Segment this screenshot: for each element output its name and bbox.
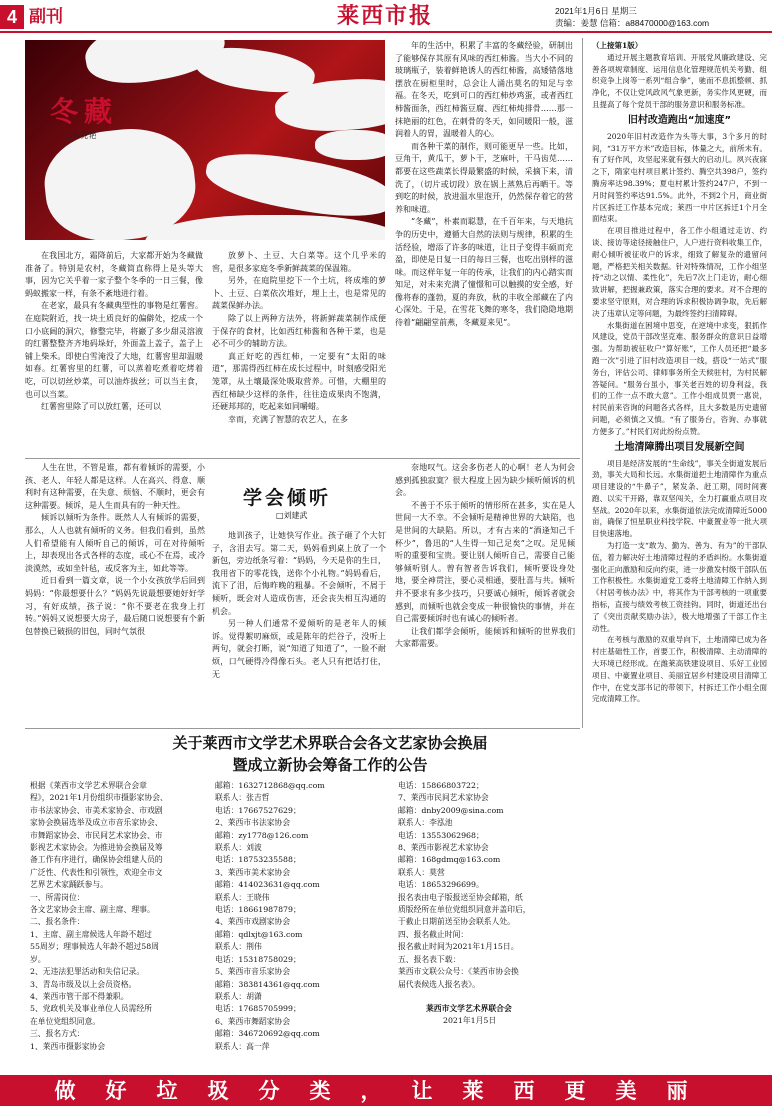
notice-line: 1、莱西市摄影家协会 [30,1041,106,1051]
notice-line: 8、莱西市影视艺术家协会 [398,843,489,853]
paragraph: 不善于不乐于倾听的情形所在甚多，实在是人世间一大不幸。不会倾听是精神世界的大缺陷，也是世间的大缺陷。所以，才有古来的“酒逢知己千杯少”，鲁迅的“人生得一知己足矣”之叹。足见倾听的重要和宝贵。要让别人倾听自己，需要自己能够倾听别人。曾有智者告诉我们，倾听要设身处地，要全神贯注，要心灵相通，要肚喜与共。倾听并不要求有多少技巧，只要诚心倾听，倾诉者就会感到，而倾听也就会变成一种很愉快的事情，并在自己需要倾诉时也有诚心的倾听者。 [395,500,575,624]
masthead-logo: 莱西市报 [336,3,433,29]
paragraph: 为打造一支“敢为、勤为、善为、有为”的干部队伍，着力解决好土地清障过程的矛盾纠纷。水集街道强化正向激励和反向约束，进一步激发村级干部队伍工作积极性。水集街道党工委将土地清障工作纳入到《村居考核办法》中，将其作为干部考核的一项重要指标，直接与绩效考核工资挂钩。同时，街道还出台了《突出贡献奖励办法》，极大地增强了干部工作主动性。 [592,541,767,633]
section-title: 副刊 [29,7,63,26]
notice-line: 2、莱西市书法家协会 [215,818,291,828]
notice-line: 在单位党组织同意。 [30,1016,101,1026]
paragraph: 地训孩子，让她快写作业。孩子砸了个大钉子，含泪去写。第二天，妈妈看到桌上放了一个新包，旁边纸条写着：“妈妈，今天是你的生日，我用省下的零花钱，送你个小礼物。”妈妈看后，流下了泪，后悔昨晚的粗暴。不会倾听，不屑于倾听，既会对人造成伤害，还会丧失相互沟通的机会。 [212,531,386,616]
dongcang-column-2 [212,250,386,426]
paragraph: 放萝卜、土豆、大白菜等。这个几乎米的窖，是很多家庭冬季新鲜蔬菜的保温箱。 [212,251,386,273]
notice-line: 质版经所在单位党组织同意并盖印后， [398,905,531,915]
notice-sign-date: 2021年1月5日 [443,1016,497,1026]
notice-line: 邮箱：168gdmq@163.com [398,855,501,865]
notice-line: 家协会换届选举及成立市音乐家协会、 [30,818,163,828]
subheading: 土地清障腾出项目发展新空间 [614,441,745,453]
notice-line: 广泛性、代表性和引领性，欢迎全市文 [30,867,163,877]
notice-line: 五、报名表下载： [398,954,461,964]
notice-title-line-2: 暨成立新协会筹备工作的公告 [232,756,428,774]
notice-line: 岁。 [30,954,46,964]
article-title-dongcang: 冬藏 [50,95,119,128]
column-divider [582,38,583,728]
notice-line: 届代表候选人报名表》。 [398,979,480,989]
notice-line: 3、莱西市美术家协会 [215,867,291,877]
paragraph: 人生在世，不管是谁，都有着倾诉的需要，小孩、老人、年轻人都是这样。人在高兴、得意、顺利时有这种需要，在失意、烦恼、不顺时，更会有这种需要。倾诉，是人生而具有的一种天性。 [25,463,205,510]
notice-line: 联系人：胡潇 [215,991,262,1001]
article-author-xuehui: □刘建武 [276,511,308,520]
article-author-dongcang: □孙克艳 [65,131,97,140]
section-divider [25,458,580,459]
notice-signature: 莱西市文学艺术界联合会 [426,1003,512,1013]
paragraph: 除了以上两种方法外，将新鲜蔬菜制作成便于保存的食材，比如西红柿酱和各种干菜，也是必不可少的辅助方法。 [212,313,386,349]
notice-line: 影视艺术家协会。为推进协会换届及筹 [30,843,163,853]
paragraph: 在我国北方，霜降前后，大家都开始为冬藏做准备了。特别是农村，冬藏简直称得上是头等大事，因为它关乎着一家子整个冬季的一日三餐，像蚂蚁搬家一样，有条不紊地进行着。 [25,251,203,298]
notice-line: 程》，2021年1月份组织市摄影家协会、 [30,793,168,803]
paragraph: 真正好吃的西红柿，一定要有“太阳的味道”，那需得西红柿在成长过程中，时刻感受阳光笼罩，从土壤最深处吸取营养。可惜，大棚里的西红柿缺少这样的条件，往往造成果肉不饱满，还硬邦邦的，吃起来如同嚼蜡。 [212,351,386,412]
subheading: 旧村改造跑出“加速度” [627,114,732,126]
paragraph: 近日看到一篇文章，说一个小女孩放学后回到妈妈：“你最想要什么？”妈妈先说最想要她好好学习，有好成绩，孩子说：“你不要老在我身上打转。”妈妈又说想要大房子，最后随口说想要有个新包替换已破损的旧包，同时气氛很 [25,576,205,636]
issue-date: 2021年1月6日 星期三 [555,6,637,16]
paragraph: 而各种干菜的制作，则可能更早一些。比如，豆角干，黄瓜干，萝卜干，芝麻叶，干马齿苋……都要在这些蔬菜长得最繁盛的时候，采摘下来，清洗了，（切片或切段）放在锅上蒸熟后再晒干。等到吃的时候，放进温水里泡开，仍然保存着它的营养和味道。 [395,141,573,214]
notice-line: 电话：13553062968； [398,830,484,840]
paragraph: 让我们都学会倾听，能倾诉和倾听的世界我们大家都需要。 [395,626,575,649]
notice-line: 市舞蹈家协会、市民间艺术家协会、市 [30,830,163,840]
paragraph: 在考核与激励的双重导向下，土地清障已成为各村庄基础性工作，首要工作，积极清障、主动清障的大环境已经形成。在潍莱高铁建设项目、乐好工业园项目、中豪置业项目、美丽宜居乡村建设项目清障工作中，在党支部书记的带领下，村拆迁工作小组全面完成清障工作。 [592,635,767,704]
notice-line: 联系人：王晓伟 [215,892,270,902]
paragraph: 另一种人们通常不爱倾听的是老年人的倾诉。觉得絮叨麻烦，或是陈年的烂谷子，没听上两句，就会打断，说“知道了知道了”，一脸不耐烦，口气硬得冷得像石头。老人只有把话打住，无 [212,619,386,679]
notice-line: 邮箱：414023631@qq.com [215,880,320,890]
paragraph: 水集街道在困境中思变，在逆境中求变，狠抓作风建设，党员干部改坚克难、服务群众的意识日益增强。为帮助被征收户“算好账”，工作人员还把“最多跑一次”引进了旧村改造项目一线，搭设“一站式”服务台，评估公司、律师事务所全天候驻村，为村民解答疑问。“服务台虽小，事关老百姓的切身利益，我们的工作一点不敢大意”。工作小组成员贾一惠说，村民前来咨询的问题各式各样，且大多数是历史遗留问题，必须慎之又慎。“有了服务台，咨询、办事就方便多了。”村民们对此纷纷点赞。 [592,320,767,436]
notice-line: 邮箱：qdlxjt@163.com [215,929,303,939]
paragraph: 在项目推进过程中，各工作小组通过走访、约谈、接访等途径接触住户，人户进行资料收集工作，耐心倾听被征收户的诉求，细致了解复杂的遗留问题，严格把关相关数据。针对特殊情况，工作小组坚持“动之以情、柔性化”，先后7次上门走访，耐心细致讲解，把握兼政策，落实合理的要求。对不合理的要求坚守原则，对合理的诉求积极协调争取，先后解决了违章认定等问题，为最终签约扫清障碍。 [592,226,767,318]
notice-line: 电话：18653296699。 [398,880,484,890]
notice-line: 艺界艺术家踊跃参与。 [30,880,108,890]
notice-line: 电话：15318758029； [215,954,301,964]
notice-column-2 [215,780,385,1053]
notice-title [60,732,600,776]
notice-line: 莱西市文联公众号：《莱西市协会换 [398,967,519,977]
notice-line: 联系人：张吉哲 [215,793,270,803]
paragraph: 奈地叹气。这会多伤老人的心啊！老人为何会感到孤独寂寞？很大程度上因为缺少倾听倾诉的机会。 [395,463,575,498]
notice-line: 1、主席、副主席候选人年龄不超过 [30,929,152,939]
dongcang-column-3 [395,40,573,330]
notice-line: 邮箱：zy1778@126.com [215,830,309,840]
notice-column-3 [398,780,578,1028]
dongcang-column-1 [25,250,203,414]
notice-line: 电话：18661987879； [215,905,301,915]
right-column [592,40,767,705]
notice-line: 联系人：李泓池 [398,818,453,828]
notice-line: 2、无违法犯罪活动和失信记录。 [30,967,145,977]
xuehui-column-2 [212,530,386,681]
notice-line: 报名截止时间为2021年1月15日。 [398,942,519,952]
paragraph: 2020年旧村改造作为头等大事，3个多月的时间，“31万平方米”改造目标，体量之大，前所未有。有了好作风，攻坚起来就有强大的启动儿。夙兴夜寐之下，隋家屯村项目累计签约、腾空共398户，签约腾房率达98.39%；夏屯村累计签约247户，不到一月时间签约率达91.5%。此外，不到2个月，商业街片区拆迁工作基本完成；莱西一中片区拆迁1个月全面结束。 [592,131,767,224]
notice-title-line-1: 关于莱西市文学艺术界联合会各文艺家协会换届 [172,734,488,752]
notice-line: 报名表由电子版报送至协会邮箱，纸 [398,892,523,902]
notice-line: 备工作有序进行，确保协会组建人员的 [30,855,163,865]
paragraph: 通过开展主题教育培训、开展党风廉政建设、完善各项规章制度、运用信息化管理规范机关考勤、组织竞争上岗等一系列“组合拳”，驰而不息抓整顿、抓净化，不仅让党风政风气象更新，务实作风更硬，而且提高了每个党员干部的服务意识和服务标准。 [592,52,767,109]
notice-line: 根据《莱西市文学艺术界联合会章 [30,781,147,790]
paragraph: 倾诉以倾听为条件。既然人人有倾诉的需要，那么，人人也就有倾听的义务。但我们看到，虽然人们希望能有人倾听自己的倾诉，可在对待倾听上，却表现出各式各样的态度，或心不在焉，或冷淡漠然，或如坐针毡，或反客为主，如此等等。 [25,513,205,573]
notice-line: 55周岁；理事候选人年龄不超过58周 [30,942,159,952]
paragraph: 红薯窖里除了可以放红薯，还可以 [41,402,161,412]
notice-line: 电话：15866803722； [398,781,484,790]
notice-line: 联系人：高一萍 [215,1041,270,1051]
continued-label: （上接第1版） [592,41,643,50]
notice-line: 各文艺家协会主席、副主席、理事。 [30,905,155,915]
article-title-xuehui: 学会倾听 [243,487,332,509]
xuehui-column-1 [25,462,205,638]
notice-line: 6、莱西市舞蹈家协会 [215,1016,291,1026]
notice-line: 联系人：荆伟 [215,942,262,952]
notice-line: 7、莱西市民间艺术家协会 [398,793,489,803]
paragraph: 幸而，充满了智慧的农艺人，在多 [228,414,348,424]
editor-info: 责编：姜慧 信箱：a88470000@163.com [555,18,710,28]
notice-line: 4、莱西市管干部不得兼职。 [30,991,129,1001]
paragraph: 项目是经济发展的“生命线”，事关全街道发展后劲，事关大局和长远。水集街道把土地清障作为重点项目建设的“牛鼻子”，紧发条、赶工期，同时间赛跑、以实干开路，靠双坚闯关，全力打赢重点项目攻坚战。2020年以来，水集街道依法完成清障近5000亩，确保了恒星职业科技学院、中豪置业等一批大项目快速落地。 [592,458,767,539]
paragraph: 另外，在庭院里挖下一个土坑，将成堆的萝卜、土豆、白菜依次堆好，埋上土，也是常见的蔬菜保鲜办法。 [212,276,386,311]
page-number: 4 [0,5,24,29]
paragraph: “冬藏”，朴素而聪慧，在千百年来，与天地抗争的历史中，遵循大自然的法则与规律，积累的生活经验，增添了许多的味道，让日子变得丰硕而充盈，即使是日复一日的每日三餐，也吃出别样的滋味。而这样年复一年的传承，让我们的内心踏实而知足，对未来充满了憧憬和可以触摸的安全感，好像将春的蓬勃，夏的奔放，秋的丰收全部藏在了内心深处。于是，在雪花飞舞的寒冬，我们隐隐地期待着“翩翩堂前燕，冬藏夏来见”。 [395,217,573,328]
notice-line: 邮箱：1632712868@qq.com [215,781,325,790]
header-rule [0,31,772,33]
notice-line: 邮箱：383814361@qq.com [215,979,320,989]
notice-line: 市书法家协会、市美术家协会、市戏剧 [30,805,163,815]
notice-line: 邮箱：dnby2009@sina.com [398,805,504,815]
notice-line: 3、青岛市级及以上会员资格。 [30,979,137,989]
notice-line: 电话：17667527629； [215,805,301,815]
footer-slogan-banner: 做好垃圾分类，让莱西更美丽 [0,1075,772,1106]
paragraph: 年的生活中，积累了丰富的冬藏经验，研制出了能够保存其原有风味的西红柿酱。当大小不同的玻璃瓶子，装着鲜艳诱人的西红柿酱，高矮错落地摆放在厨柜里时，总会让人涌出莫名的知足与幸福。在冬天，吃到可口的西红柿炒鸡蛋，或者西红柿酱面条，西红柿酱豆腐、西红柿炖排骨……那一抹艳丽的红色，在刺骨的冬天，如同暖阳一般，滋润着人的胃，温暖着人的心。 [395,41,573,139]
notice-line: 联系人：莫营 [398,867,445,877]
notice-line: 二、报名条件： [30,917,85,927]
section-divider [25,728,580,729]
paragraph: 在老家，最具有冬藏典型性的事物是红薯窖。在庭院附近，找一块土质良好的偏僻处，挖成一个口小底阔的洞穴，修整完毕，将巖了多少甜灵溶液的红薯整整齐齐地码垛好，外面盖上盖子，盖子上铺上柴禾。即使白雪淹没了大地，红薯窖里却温暖如春。红薯窖里的红薯，可以蒸着吃煮着吃烤着吃，可以切丝炒菜，可以油炸拔丝；可以当主食，也可以当菜。 [25,301,203,399]
xuehui-column-3 [395,462,575,651]
notice-line: 联系人：刘波 [215,843,262,853]
notice-line: 5、莱西市音乐家协会 [215,967,291,977]
notice-line: 邮箱：346720692@qq.com [215,1029,320,1039]
notice-line: 电话：18753235588； [215,855,301,865]
notice-line: 电话：17685705999； [215,1004,301,1014]
notice-line: 4、莱西市戏剧家协会 [215,917,291,927]
notice-line: 三、报名方式： [30,1029,85,1039]
notice-line: 四、报名截止时间： [398,929,469,939]
notice-line: 于截止日期前送至协会联系人处。 [398,917,515,927]
notice-column-1 [30,780,205,1053]
notice-line: 一、所需岗位： [30,892,85,902]
notice-line: 5、党政机关及事业单位人员需经所 [30,1004,152,1014]
